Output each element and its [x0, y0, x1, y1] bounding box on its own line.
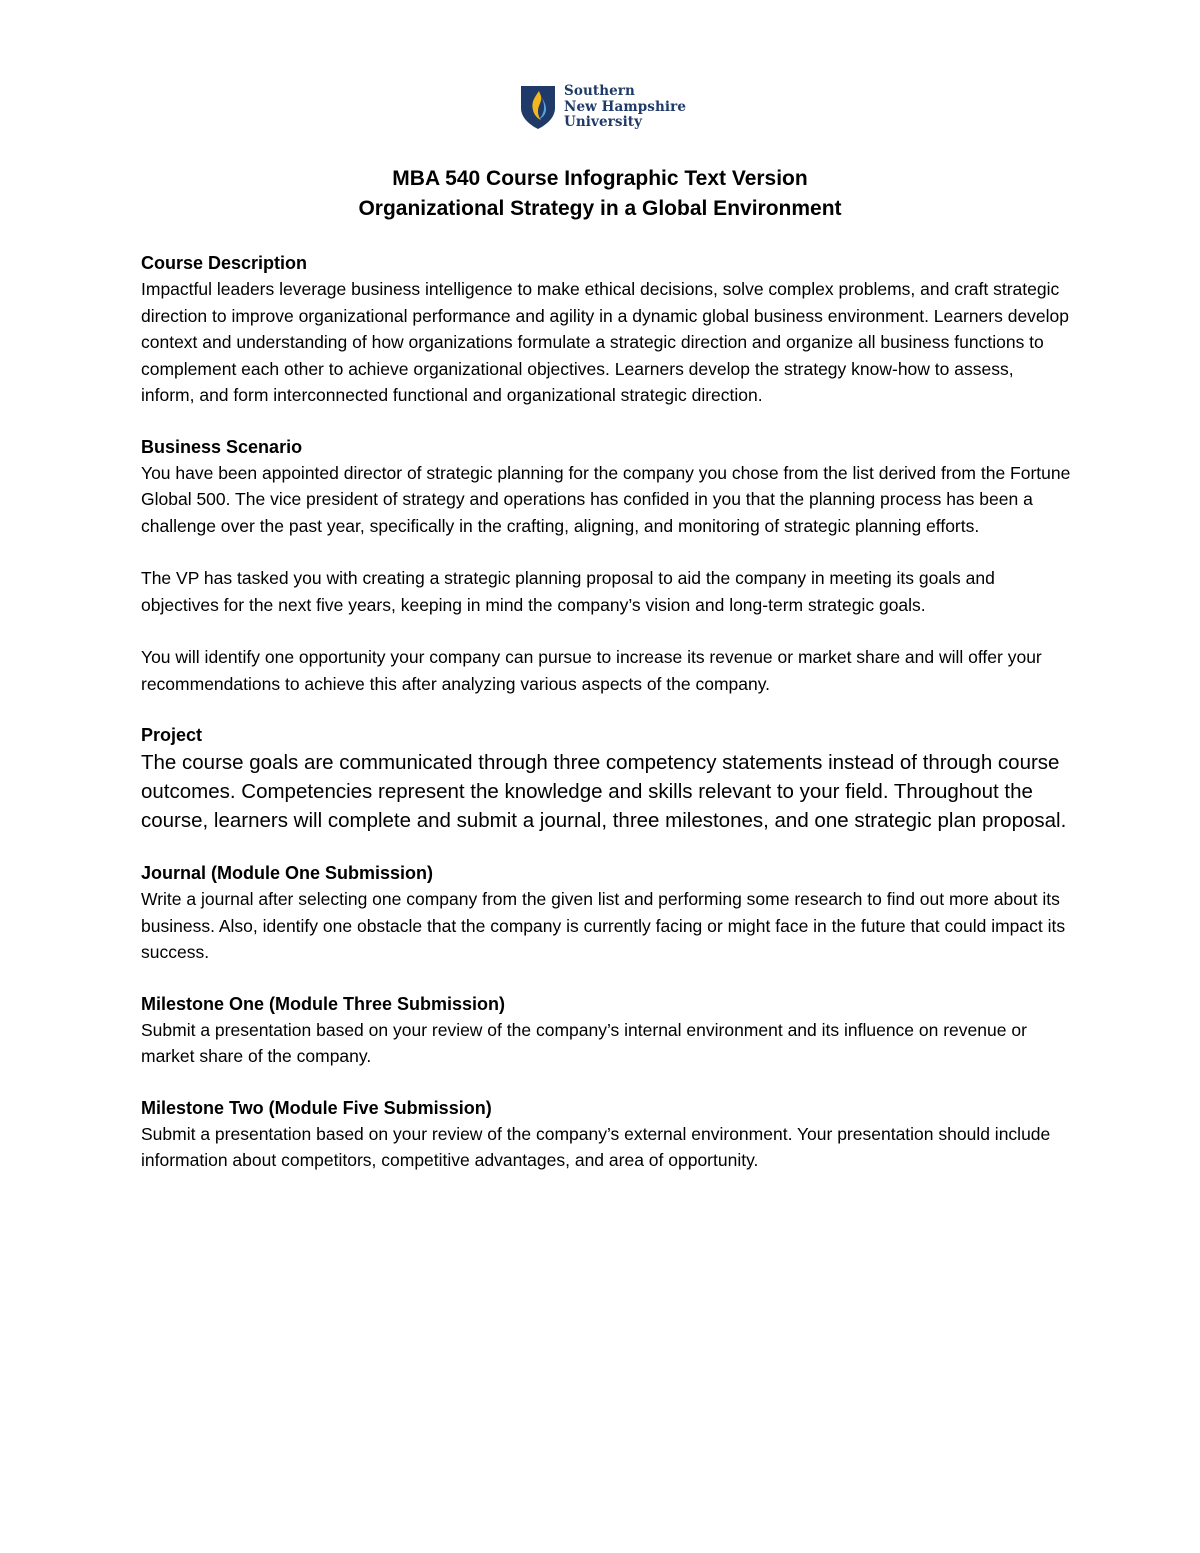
section-paragraph: You have been appointed director of strategic planning for the company you chose from the list derived from the Fortune Global 500. The vice president of strategy and operations has confided in you that the planning process has been a challenge over the past year, specifically in the crafting, aligning, and monitoring of strategic planning efforts.: [141, 462, 1071, 536]
section-journal: [141, 860, 1071, 966]
logo-wordmark: [564, 84, 686, 131]
logo-line-1: Southern: [564, 83, 635, 99]
shield-flame-icon: [520, 84, 556, 130]
logo-line-2: New Hampshire: [564, 98, 687, 115]
section-heading: Business Scenario: [141, 436, 303, 457]
section-heading: Project: [141, 725, 203, 745]
section-heading: Journal (Module One Submission): [141, 863, 434, 883]
document-title: MBA 540 Course Infographic Text Version: [392, 167, 808, 190]
section-heading: Milestone Two (Module Five Submission): [141, 1097, 492, 1118]
section-paragraph: Submit a presentation based on your review of the company’s external environment. Your presentation should include information about competitors, competitive advantages, and area of opportunity.: [141, 1123, 1051, 1170]
section-paragraph: Submit a presentation based on your review of the company’s internal environment and its influence on revenue or market share of the company.: [141, 1019, 1027, 1066]
section-business-scenario: [141, 434, 1071, 698]
section-paragraph: Write a journal after selecting one company from the given list and performing some research to find out more about its business. Also, identify one obstacle that the company is currently facing or might face in the future that could impact its success.: [141, 889, 1066, 962]
section-heading: Milestone One (Module Three Submission): [141, 993, 506, 1014]
section-milestone-two: [141, 1095, 1071, 1174]
section-paragraph: Impactful leaders leverage business intelligence to make ethical decisions, solve complex problems, and craft strategic direction to improve organizational performance and agility in a dynamic global business environment. Learners develop context and understanding of how organizations formulate a strategic direction and organize all business functions to complement each other to achieve organizational objectives. Learners develop the strategy know-how to assess, inform, and form interconnected functional and organizational strategic direction.: [141, 279, 1070, 405]
section-paragraph: The VP has tasked you with creating a strategic planning proposal to aid the company in meeting its goals and objectives for the next five years, keeping in mind the company’s vision and long-term strategic goals.: [141, 568, 995, 615]
logo-line-3: University: [564, 114, 643, 130]
document-subtitle: Organizational Strategy in a Global Environment: [358, 197, 842, 220]
section-course-description: [141, 250, 1071, 409]
section-paragraph: You will identify one opportunity your company can pursue to increase its revenue or market share and will offer your recommendations to achieve this after analyzing various aspects of the company.: [141, 647, 1042, 694]
section-paragraph: The course goals are communicated through three competency statements instead of through course outcomes. Competencies represent the knowledge and skills relevant to your field. Throughout the course, learners will complete and submit a journal, three milestones, and one strategic plan proposal.: [141, 751, 1067, 832]
section-project: [141, 722, 1071, 835]
document-body: [141, 250, 1071, 1174]
university-logo: [520, 84, 686, 131]
title-block: [0, 164, 1200, 224]
section-milestone-one: [141, 991, 1071, 1070]
section-heading: Course Description: [141, 253, 308, 273]
